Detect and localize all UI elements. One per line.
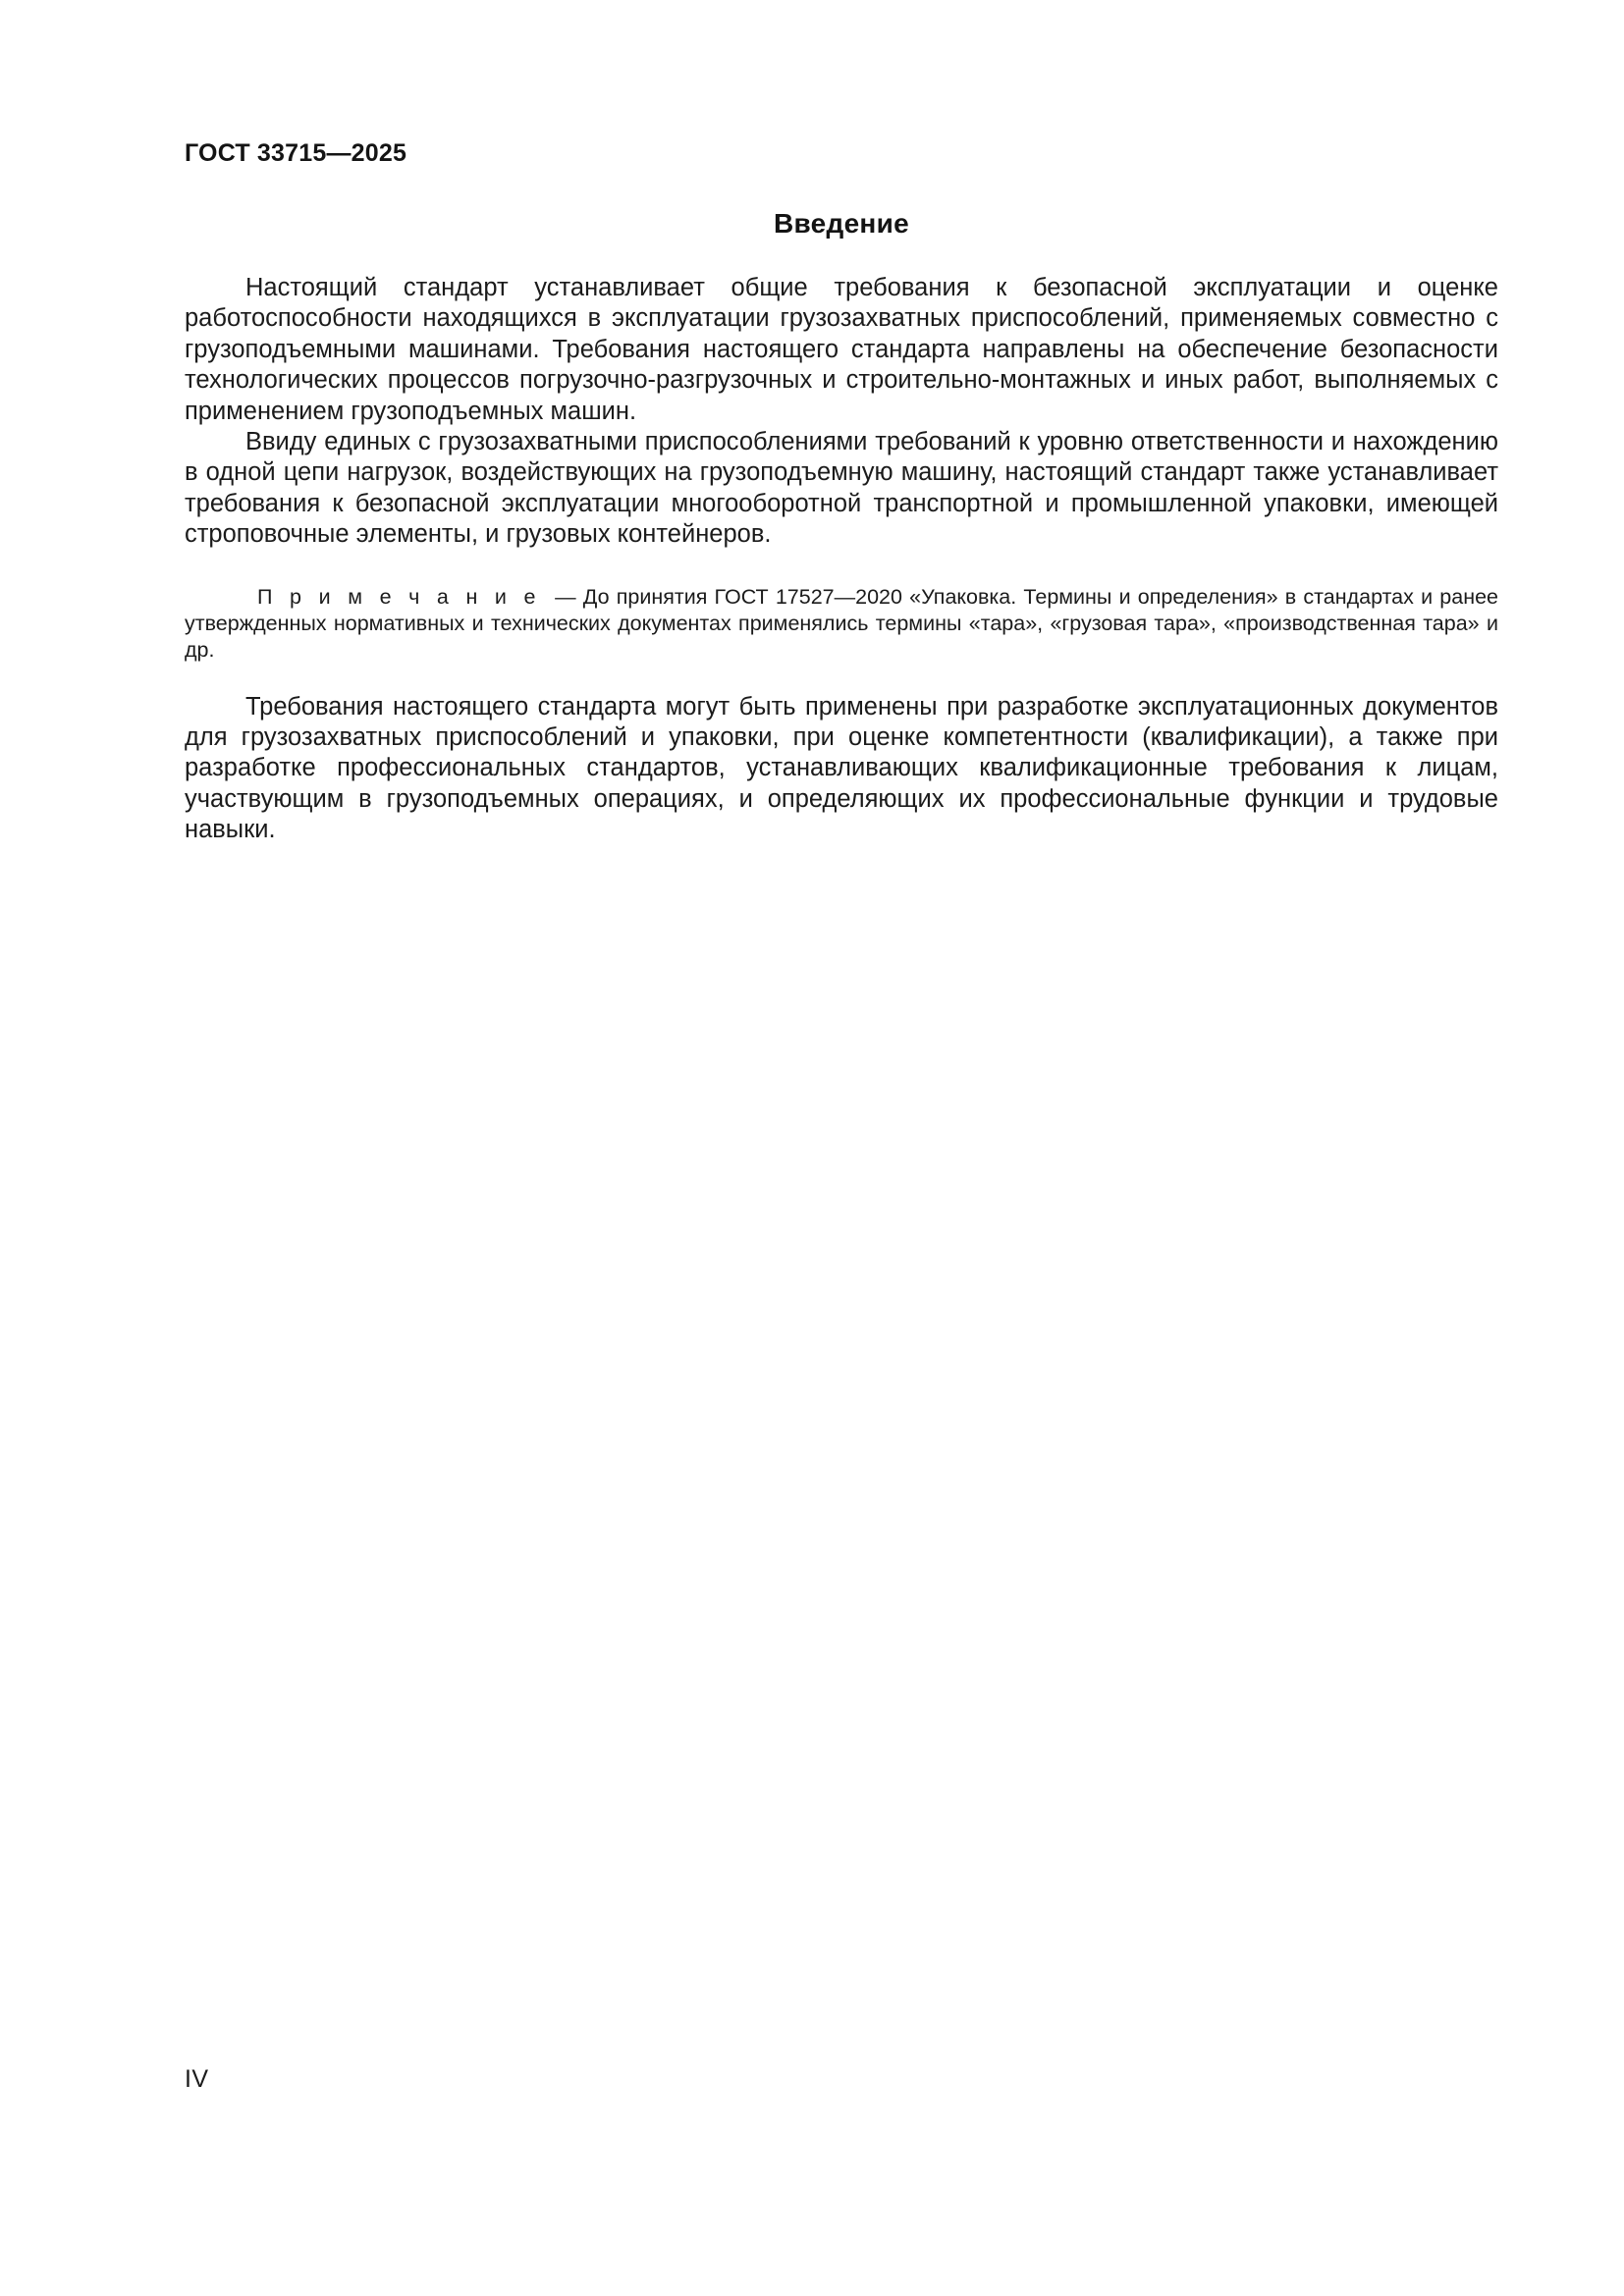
paragraph-scope: Настоящий стандарт устанавливает общие требования к безопасной эксплуатации и оценке работоспособности находящихся в эксплуатации грузозахватных приспособлений, применяемых совместно с грузоподъемными машинами. Требования настоящего стандарта направлены на обеспечение безопасности технологических процессов погрузочно-разгрузочных и строительно-монтажных и иных работ, выполняемых с применением грузоподъемных машин. <box>185 274 1498 425</box>
paragraph-application: Требования настоящего стандарта могут быть применены при разработке эксплуатационных документов для грузозахватных приспособлений и упаковки, при оценке компетентности (квалификации), а также при разработке профессиональных стандартов, устанавливающих квалификационные требования к лицам, участвующим в грузоподъемных операциях, и определяющих их профессиональные функции и трудовые навыки. <box>185 692 1498 844</box>
note-dash-glyph: — <box>555 584 576 609</box>
note-block <box>185 584 1498 664</box>
note-dash <box>541 585 555 609</box>
page-title: Введение <box>773 208 910 239</box>
page-number: IV <box>185 2065 209 2093</box>
running-header-standard-number: ГОСТ 33715—2025 <box>185 139 407 167</box>
note-text: До принятия ГОСТ 17527—2020 «Упаковка. Термины и определения» в стандартах и ранее утвержденных нормативных и технических документах применялись термины «тара», «грузовая тара», «производственная тара» и др. <box>185 584 1498 662</box>
note-label: П р и м е ч а н и е <box>257 584 541 609</box>
page-content <box>185 208 1498 846</box>
paragraph-packaging: Ввиду единых с грузозахватными приспособлениями требований к уровню ответственности и нахождению в одной цепи нагрузок, воздействующих на грузоподъемную машину, настоящий стандарт также устанавливает требования к безопасной эксплуатации многооборотной транспортной и промышленной упаковки, имеющей строповочные элементы, и грузовых контейнеров. <box>185 428 1498 549</box>
note-spacer <box>576 585 583 609</box>
